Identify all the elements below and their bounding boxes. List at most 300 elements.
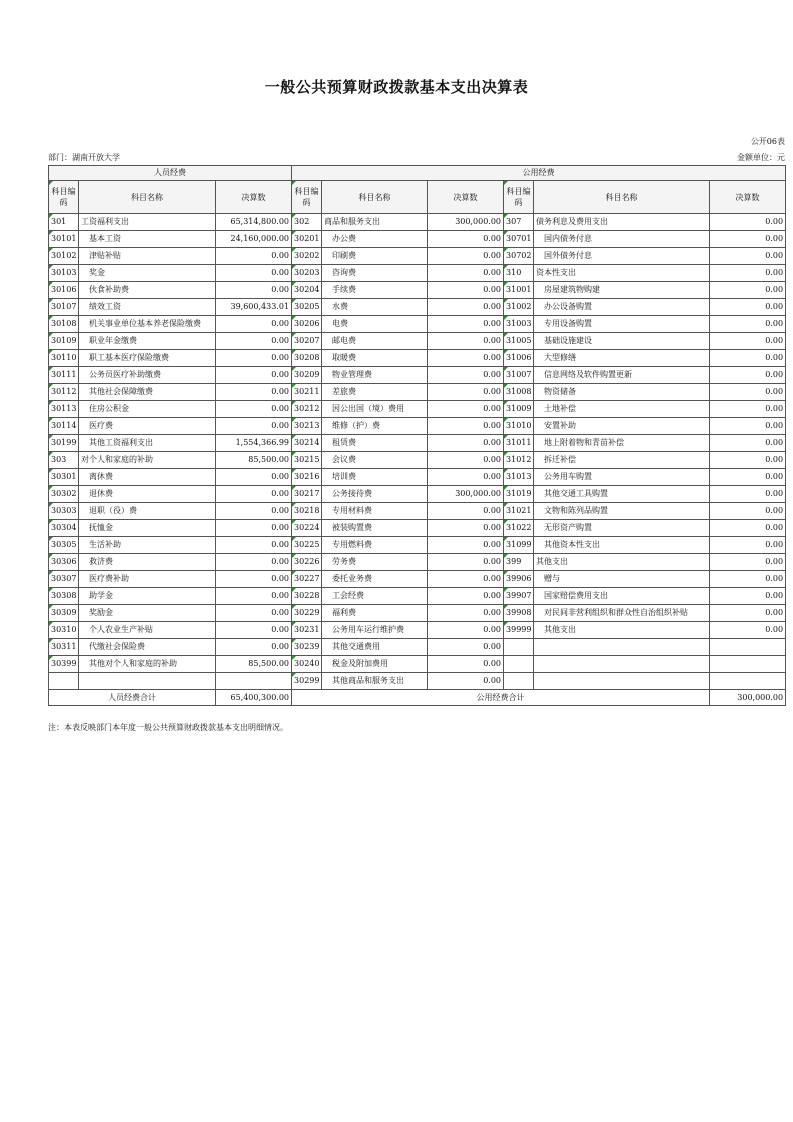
subject-code: 30240 — [292, 656, 322, 673]
subject-name: 基础设施建设 — [534, 333, 710, 350]
amount-value: 0.00 — [428, 639, 504, 656]
amount-value: 0.00 — [710, 316, 786, 333]
subject-code: 30214 — [292, 435, 322, 452]
subject-code: 31001 — [504, 282, 534, 299]
group-public: 公用经费 — [292, 166, 786, 181]
subject-name: 奖金 — [79, 265, 216, 282]
subject-name: 对民间非营利组织和群众性自治组织补贴 — [534, 605, 710, 622]
header-name: 科目名称 — [79, 181, 216, 214]
amount-value: 0.00 — [710, 605, 786, 622]
subject-name: 拆迁补偿 — [534, 452, 710, 469]
subject-name: 职业年金缴费 — [79, 333, 216, 350]
header-name: 科目名称 — [534, 181, 710, 214]
subject-name: 其他对个人和家庭的补助 — [79, 656, 216, 673]
subject-code: 31007 — [504, 367, 534, 384]
subject-code: 30202 — [292, 248, 322, 265]
subject-name: 办公费 — [322, 231, 428, 248]
amount-value: 0.00 — [710, 299, 786, 316]
header-code: 科目编码 — [49, 181, 79, 214]
footnote: 注：本表反映部门本年度一般公共预算财政拨款基本支出明细情况。 — [48, 723, 288, 732]
subject-code: 30702 — [504, 248, 534, 265]
subject-code: 30111 — [49, 367, 79, 384]
amount-value: 0.00 — [216, 333, 292, 350]
amount-value: 0.00 — [710, 503, 786, 520]
subject-name: 奖励金 — [79, 605, 216, 622]
subject-name: 信息网络及软件购置更新 — [534, 367, 710, 384]
amount-value: 0.00 — [428, 350, 504, 367]
table-row — [49, 418, 786, 435]
table-row — [49, 537, 786, 554]
subject-code: 30213 — [292, 418, 322, 435]
subject-name: 资本性支出 — [534, 265, 710, 282]
subject-name: 其他社会保障缴费 — [79, 384, 216, 401]
header-amount: 决算数 — [216, 181, 292, 214]
subject-name: 劳务费 — [322, 554, 428, 571]
subject-code: 31009 — [504, 401, 534, 418]
amount-value: 0.00 — [428, 520, 504, 537]
amount-value: 0.00 — [216, 486, 292, 503]
subject-name: 福利费 — [322, 605, 428, 622]
subject-code: 31019 — [504, 486, 534, 503]
subject-code — [504, 656, 534, 673]
amount-value: 0.00 — [216, 469, 292, 486]
table-row — [49, 299, 786, 316]
amount-value: 0.00 — [216, 367, 292, 384]
amount-value: 0.00 — [428, 316, 504, 333]
subject-code: 30109 — [49, 333, 79, 350]
subject-name: 安置补助 — [534, 418, 710, 435]
subject-name: 印刷费 — [322, 248, 428, 265]
subject-code: 39999 — [504, 622, 534, 639]
subject-code: 30216 — [292, 469, 322, 486]
subject-code: 30201 — [292, 231, 322, 248]
subject-code: 30113 — [49, 401, 79, 418]
table-row — [49, 486, 786, 503]
subject-name: 物业管理费 — [322, 367, 428, 384]
subject-code: 30205 — [292, 299, 322, 316]
subject-code: 307 — [504, 214, 534, 231]
amount-value: 0.00 — [216, 605, 292, 622]
subject-name — [534, 656, 710, 673]
subject-name: 税金及附加费用 — [322, 656, 428, 673]
subject-name: 专用设备购置 — [534, 316, 710, 333]
subject-code: 30311 — [49, 639, 79, 656]
header-name: 科目名称 — [322, 181, 428, 214]
amount-value: 0.00 — [216, 401, 292, 418]
group-personnel: 人员经费 — [49, 166, 292, 181]
personnel-total-label: 人员经费合计 — [49, 690, 216, 706]
subject-name: 咨询费 — [322, 265, 428, 282]
subject-name: 其他支出 — [534, 622, 710, 639]
subject-code: 31010 — [504, 418, 534, 435]
subject-code: 30310 — [49, 622, 79, 639]
subject-name: 国家赔偿费用支出 — [534, 588, 710, 605]
personnel-total-value: 65,400,300.00 — [216, 690, 292, 706]
amount-value: 0.00 — [216, 248, 292, 265]
subject-name: 债务利息及费用支出 — [534, 214, 710, 231]
table-row — [49, 588, 786, 605]
subject-name: 基本工资 — [79, 231, 216, 248]
subject-name: 水费 — [322, 299, 428, 316]
amount-value: 0.00 — [428, 622, 504, 639]
subject-code: 30112 — [49, 384, 79, 401]
amount-value: 300,000.00 — [428, 214, 504, 231]
subject-name: 房屋建筑物购建 — [534, 282, 710, 299]
amount-value: 1,554,366.99 — [216, 435, 292, 452]
subject-code: 30301 — [49, 469, 79, 486]
subject-code: 30304 — [49, 520, 79, 537]
subject-code: 39906 — [504, 571, 534, 588]
subject-name: 公务用车购置 — [534, 469, 710, 486]
subject-code: 30303 — [49, 503, 79, 520]
subject-code: 30701 — [504, 231, 534, 248]
subject-name — [534, 639, 710, 656]
amount-value: 0.00 — [710, 367, 786, 384]
subject-name: 专用材料费 — [322, 503, 428, 520]
header-amount: 决算数 — [710, 181, 786, 214]
subject-code: 301 — [49, 214, 79, 231]
amount-value: 0.00 — [216, 316, 292, 333]
table-row — [49, 656, 786, 673]
amount-value: 0.00 — [710, 452, 786, 469]
amount-value: 0.00 — [710, 384, 786, 401]
amount-value: 0.00 — [428, 231, 504, 248]
subject-name: 国外债务付息 — [534, 248, 710, 265]
subject-name: 因公出国（境）费用 — [322, 401, 428, 418]
unit-label: 金额单位：元 — [737, 153, 785, 162]
amount-value: 0.00 — [710, 248, 786, 265]
subject-name: 手续费 — [322, 282, 428, 299]
amount-value: 0.00 — [710, 418, 786, 435]
subject-name: 其他商品和服务支出 — [322, 673, 428, 690]
amount-value: 0.00 — [428, 282, 504, 299]
amount-value — [710, 639, 786, 656]
amount-value: 0.00 — [710, 588, 786, 605]
table-row — [49, 231, 786, 248]
table-row — [49, 605, 786, 622]
subject-name: 救济费 — [79, 554, 216, 571]
subject-code: 30224 — [292, 520, 322, 537]
subject-name: 其他工资福利支出 — [79, 435, 216, 452]
subject-name: 离休费 — [79, 469, 216, 486]
amount-value: 0.00 — [428, 299, 504, 316]
subject-code: 30229 — [292, 605, 322, 622]
amount-value: 65,314,800.00 — [216, 214, 292, 231]
subject-name — [534, 673, 710, 690]
subject-code: 30204 — [292, 282, 322, 299]
subject-code: 31021 — [504, 503, 534, 520]
subject-code: 30306 — [49, 554, 79, 571]
amount-value: 0.00 — [710, 265, 786, 282]
subject-name: 大型修缮 — [534, 350, 710, 367]
amount-value: 24,160,000.00 — [216, 231, 292, 248]
amount-value: 0.00 — [216, 350, 292, 367]
subject-name: 地上附着物和青苗补偿 — [534, 435, 710, 452]
table-row — [49, 571, 786, 588]
subject-name: 医疗费补助 — [79, 571, 216, 588]
table-row — [49, 554, 786, 571]
amount-value: 0.00 — [216, 537, 292, 554]
subject-code: 399 — [504, 554, 534, 571]
amount-value: 0.00 — [428, 418, 504, 435]
subject-name: 电费 — [322, 316, 428, 333]
amount-value: 0.00 — [216, 639, 292, 656]
subject-code: 302 — [292, 214, 322, 231]
subject-name: 绩效工资 — [79, 299, 216, 316]
subject-code: 30101 — [49, 231, 79, 248]
table-row — [49, 333, 786, 350]
subject-code: 30239 — [292, 639, 322, 656]
subject-code: 31022 — [504, 520, 534, 537]
subject-code: 30217 — [292, 486, 322, 503]
subject-name: 邮电费 — [322, 333, 428, 350]
subject-name: 无形资产购置 — [534, 520, 710, 537]
subject-name: 委托业务费 — [322, 571, 428, 588]
amount-value: 0.00 — [216, 554, 292, 571]
amount-value: 0.00 — [428, 333, 504, 350]
amount-value: 0.00 — [428, 554, 504, 571]
subject-name: 维修（护）费 — [322, 418, 428, 435]
amount-value: 0.00 — [428, 571, 504, 588]
amount-value: 0.00 — [428, 656, 504, 673]
subject-name: 对个人和家庭的补助 — [79, 452, 216, 469]
amount-value — [710, 673, 786, 690]
amount-value: 0.00 — [428, 605, 504, 622]
header-code: 科目编码 — [292, 181, 322, 214]
amount-value: 0.00 — [710, 622, 786, 639]
subject-name: 租赁费 — [322, 435, 428, 452]
subject-code: 30110 — [49, 350, 79, 367]
header-amount: 决算数 — [428, 181, 504, 214]
totals-row — [49, 690, 786, 706]
subject-name: 公务员医疗补助缴费 — [79, 367, 216, 384]
amount-value: 0.00 — [710, 214, 786, 231]
subject-code — [504, 673, 534, 690]
subject-name: 其他交通工具购置 — [534, 486, 710, 503]
subject-name: 专用燃料费 — [322, 537, 428, 554]
subject-name: 培训费 — [322, 469, 428, 486]
group-header-row — [49, 166, 786, 181]
subject-code: 30308 — [49, 588, 79, 605]
subject-code: 31012 — [504, 452, 534, 469]
form-code: 公开06表 — [750, 137, 785, 146]
subject-name: 医疗费 — [79, 418, 216, 435]
amount-value: 0.00 — [710, 537, 786, 554]
subject-name: 抚恤金 — [79, 520, 216, 537]
table-row — [49, 520, 786, 537]
table-row — [49, 384, 786, 401]
subject-code: 31002 — [504, 299, 534, 316]
public-total-label: 公用经费合计 — [292, 690, 710, 706]
subject-code: 31008 — [504, 384, 534, 401]
subject-code: 39907 — [504, 588, 534, 605]
table-row — [49, 401, 786, 418]
subject-code: 30208 — [292, 350, 322, 367]
table-row — [49, 673, 786, 690]
table-row — [49, 282, 786, 299]
table-row — [49, 622, 786, 639]
subject-code: 303 — [49, 452, 79, 469]
amount-value: 85,500.00 — [216, 452, 292, 469]
subject-code — [504, 639, 534, 656]
amount-value: 0.00 — [428, 588, 504, 605]
amount-value: 0.00 — [428, 435, 504, 452]
subject-code: 30215 — [292, 452, 322, 469]
amount-value: 0.00 — [428, 248, 504, 265]
table-row — [49, 435, 786, 452]
subject-code: 31013 — [504, 469, 534, 486]
subject-code: 30102 — [49, 248, 79, 265]
amount-value: 0.00 — [428, 503, 504, 520]
subject-name: 个人农业生产补贴 — [79, 622, 216, 639]
column-header-row — [49, 181, 786, 214]
subject-name: 职工基本医疗保险缴费 — [79, 350, 216, 367]
amount-value: 0.00 — [216, 520, 292, 537]
public-total-value: 300,000.00 — [710, 690, 786, 706]
department-label: 部门：湖南开放大学 — [48, 153, 120, 162]
subject-name: 助学金 — [79, 588, 216, 605]
subject-code: 30309 — [49, 605, 79, 622]
subject-name: 生活补助 — [79, 537, 216, 554]
subject-code: 310 — [504, 265, 534, 282]
amount-value: 85,500.00 — [216, 656, 292, 673]
subject-code: 30305 — [49, 537, 79, 554]
subject-name: 取暖费 — [322, 350, 428, 367]
subject-code: 31011 — [504, 435, 534, 452]
subject-name: 差旅费 — [322, 384, 428, 401]
amount-value: 0.00 — [710, 486, 786, 503]
subject-code — [49, 673, 79, 690]
amount-value: 0.00 — [710, 401, 786, 418]
subject-name: 退休费 — [79, 486, 216, 503]
subject-code: 30302 — [49, 486, 79, 503]
subject-code: 30207 — [292, 333, 322, 350]
subject-code: 31005 — [504, 333, 534, 350]
table-row — [49, 214, 786, 231]
table-row — [49, 503, 786, 520]
amount-value: 0.00 — [428, 469, 504, 486]
amount-value: 0.00 — [710, 435, 786, 452]
amount-value: 0.00 — [710, 520, 786, 537]
amount-value: 0.00 — [710, 350, 786, 367]
subject-name: 物资储备 — [534, 384, 710, 401]
amount-value: 0.00 — [216, 571, 292, 588]
amount-value — [710, 656, 786, 673]
amount-value: 0.00 — [710, 554, 786, 571]
amount-value — [216, 673, 292, 690]
table-row — [49, 265, 786, 282]
subject-name: 会议费 — [322, 452, 428, 469]
subject-name — [79, 673, 216, 690]
subject-name: 文物和陈列品购置 — [534, 503, 710, 520]
subject-name: 退职（役）费 — [79, 503, 216, 520]
subject-code: 30225 — [292, 537, 322, 554]
subject-name: 商品和服务支出 — [322, 214, 428, 231]
subject-code: 30226 — [292, 554, 322, 571]
subject-name: 赠与 — [534, 571, 710, 588]
subject-name: 住房公积金 — [79, 401, 216, 418]
subject-code: 30107 — [49, 299, 79, 316]
subject-name: 被装购置费 — [322, 520, 428, 537]
amount-value: 0.00 — [216, 622, 292, 639]
subject-code: 30228 — [292, 588, 322, 605]
amount-value: 0.00 — [216, 588, 292, 605]
table-row — [49, 350, 786, 367]
amount-value: 0.00 — [428, 452, 504, 469]
table-row — [49, 639, 786, 656]
subject-code: 30103 — [49, 265, 79, 282]
table-row — [49, 367, 786, 384]
amount-value: 0.00 — [710, 282, 786, 299]
subject-code: 30218 — [292, 503, 322, 520]
expenditure-table — [48, 165, 786, 706]
subject-code: 31003 — [504, 316, 534, 333]
amount-value: 39,600,433.01 — [216, 299, 292, 316]
subject-name: 办公设备购置 — [534, 299, 710, 316]
subject-name: 公务接待费 — [322, 486, 428, 503]
table-row — [49, 248, 786, 265]
amount-value: 0.00 — [710, 469, 786, 486]
subject-code: 30114 — [49, 418, 79, 435]
amount-value: 0.00 — [216, 503, 292, 520]
subject-code: 30399 — [49, 656, 79, 673]
subject-code: 39908 — [504, 605, 534, 622]
amount-value: 0.00 — [710, 571, 786, 588]
subject-name: 其他资本性支出 — [534, 537, 710, 554]
table-row — [49, 316, 786, 333]
amount-value: 0.00 — [428, 367, 504, 384]
subject-name: 其他交通费用 — [322, 639, 428, 656]
amount-value: 0.00 — [428, 265, 504, 282]
amount-value: 0.00 — [710, 231, 786, 248]
subject-name: 土地补偿 — [534, 401, 710, 418]
subject-code: 30199 — [49, 435, 79, 452]
subject-name: 津贴补贴 — [79, 248, 216, 265]
subject-name: 代缴社会保险费 — [79, 639, 216, 656]
subject-name: 国内债务付息 — [534, 231, 710, 248]
subject-code: 30106 — [49, 282, 79, 299]
subject-code: 30227 — [292, 571, 322, 588]
amount-value: 0.00 — [428, 401, 504, 418]
amount-value: 0.00 — [428, 673, 504, 690]
amount-value: 0.00 — [428, 537, 504, 554]
subject-code: 30203 — [292, 265, 322, 282]
subject-code: 30209 — [292, 367, 322, 384]
subject-name: 伙食补助费 — [79, 282, 216, 299]
subject-code: 31099 — [504, 537, 534, 554]
subject-code: 30211 — [292, 384, 322, 401]
amount-value: 0.00 — [710, 333, 786, 350]
amount-value: 0.00 — [216, 384, 292, 401]
subject-code: 30231 — [292, 622, 322, 639]
amount-value: 0.00 — [216, 265, 292, 282]
amount-value: 0.00 — [216, 282, 292, 299]
subject-code: 30307 — [49, 571, 79, 588]
subject-code: 31006 — [504, 350, 534, 367]
subject-name: 公务用车运行维护费 — [322, 622, 428, 639]
amount-value: 0.00 — [428, 384, 504, 401]
subject-code: 30206 — [292, 316, 322, 333]
subject-name: 机关事业单位基本养老保险缴费 — [79, 316, 216, 333]
header-code: 科目编码 — [504, 181, 534, 214]
amount-value: 300,000.00 — [428, 486, 504, 503]
subject-code: 30299 — [292, 673, 322, 690]
subject-name: 工会经费 — [322, 588, 428, 605]
amount-value: 0.00 — [216, 418, 292, 435]
subject-name: 工资福利支出 — [79, 214, 216, 231]
table-row — [49, 452, 786, 469]
subject-name: 其他支出 — [534, 554, 710, 571]
